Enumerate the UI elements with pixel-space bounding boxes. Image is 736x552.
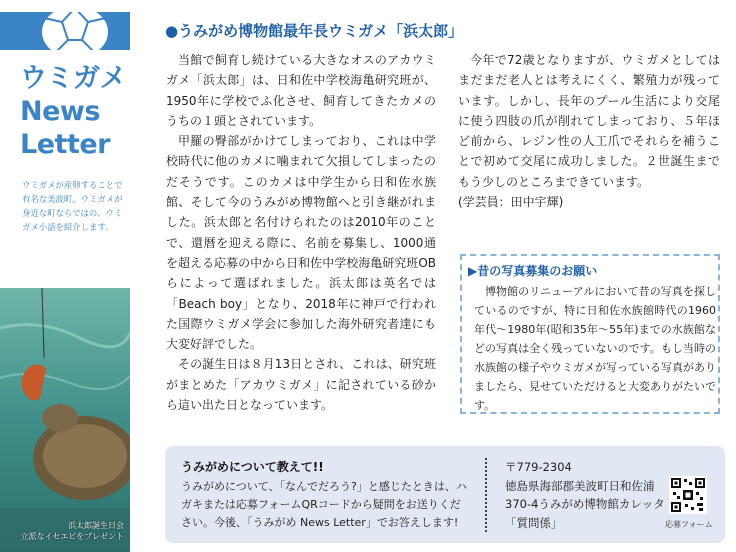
staff-credit: (学芸員：田中宇輝) (458, 195, 564, 210)
article-paragraph: 今年で72歳となりますが、ウミガメとしてはまだまだ老人とは考えにくく、繁殖力が残っています。しかし、長年のプール生活により交尾に使う四肢の爪が削れてしまっており、５年ほど前から、レジン性の人工爪でそれらを補うことで初めて交尾に成功しました。２世誕生までもう少しのところまできています。 (458, 53, 720, 189)
photo-caption-line-2: 立派なイセエビをプレゼント (20, 532, 124, 541)
divider (485, 458, 487, 532)
turtle-shell-icon (40, 12, 110, 50)
address-line-2: 370-4うみがめ博物館カレッタ (505, 497, 665, 511)
intro-text: ウミガメが産卵することで有名な美波町。ウミガメが身近な町ならではの、ウミガメ小話を紹介します。 (22, 180, 123, 232)
address-line-3: 「質問係」 (505, 515, 563, 530)
sidebar (0, 0, 130, 552)
qr-label: 応募フォーム (665, 520, 713, 529)
address-line-1: 徳島県海部郡美波町日和佐浦 (505, 478, 655, 493)
article-column-2 (458, 50, 720, 212)
question-box-title: うみがめについて教えて!! (181, 460, 324, 474)
notice-paragraph: 博物館のリニューアルにおいて昔の写真を探しているのですが、特に日和佐水族館時代の1960年代～1980年(昭和35年～55年)までの水族館などの写真は全く残っていないのです。もし当時の水族館の様子やウミガメが写っている写真がありましたら、見せていただけると大変ありがたいです。 (474, 285, 716, 412)
article-column-1 (166, 50, 436, 415)
question-box-body: うみがめについて、「なんでだろう?」と感じたときは、ハガキまたは応募フォームQRコードから疑問をお送りください。今後、「うみがめ News Letter」でお答えします! (181, 480, 467, 529)
brand-line-3: Letter (20, 129, 110, 160)
header-banner (0, 12, 130, 50)
question-box (165, 446, 725, 543)
article-paragraph: 甲羅の臀部がかけてしまっており、これは中学校時代に他のカメに噛まれて欠損してしまったのだそうです。このカメは中学生から日和佐水族館、そして今のうみがめ博物館へと引き継がれました。浜太郎と名付けられたのは2010年のことで、還暦を迎える際に、名前を募集し、1000通を超える応募の中から日和佐中学校海亀研究班OBらによって選ばれました。浜太郎は英名では「Beach boy」となり、2018年に神戸で行われた国際ウミガメ学会に参加した海外研究者達にも大変好評でした。 (166, 134, 436, 352)
mailing-address (505, 458, 665, 532)
article-title: ●うみがめ博物館最年長ウミガメ「浜太郎」 (165, 22, 464, 40)
turtle-photo (0, 288, 130, 552)
brand-line-1: ウミガメ (20, 63, 126, 94)
brand-line-2: News (20, 96, 100, 127)
notice-body (474, 282, 716, 415)
photo-illustration (0, 288, 130, 552)
notice-title: ▶昔の写真募集のお願い (468, 264, 598, 278)
newsletter-brand (20, 62, 126, 161)
photo-caption (21, 520, 124, 542)
article-paragraph: その誕生日は８月13日とされ、これは、研究班がまとめた「アカウミガメ」に記されている砂から這い出た日となっています。 (166, 357, 436, 413)
article-paragraph: 当館で飼育し続けている大きなオスのアカウミガメ「浜太郎」は、日和佐中学校海亀研究班が、1950年に学校でふ化させ、飼育してきたカメのうちの１頭とされています。 (166, 53, 436, 128)
photo-request-notice (460, 254, 720, 414)
qr-code-icon[interactable] (669, 476, 707, 514)
photo-caption-line-1: 浜太郎誕生日会 (68, 521, 124, 530)
postal-code: 〒779-2304 (505, 460, 572, 474)
